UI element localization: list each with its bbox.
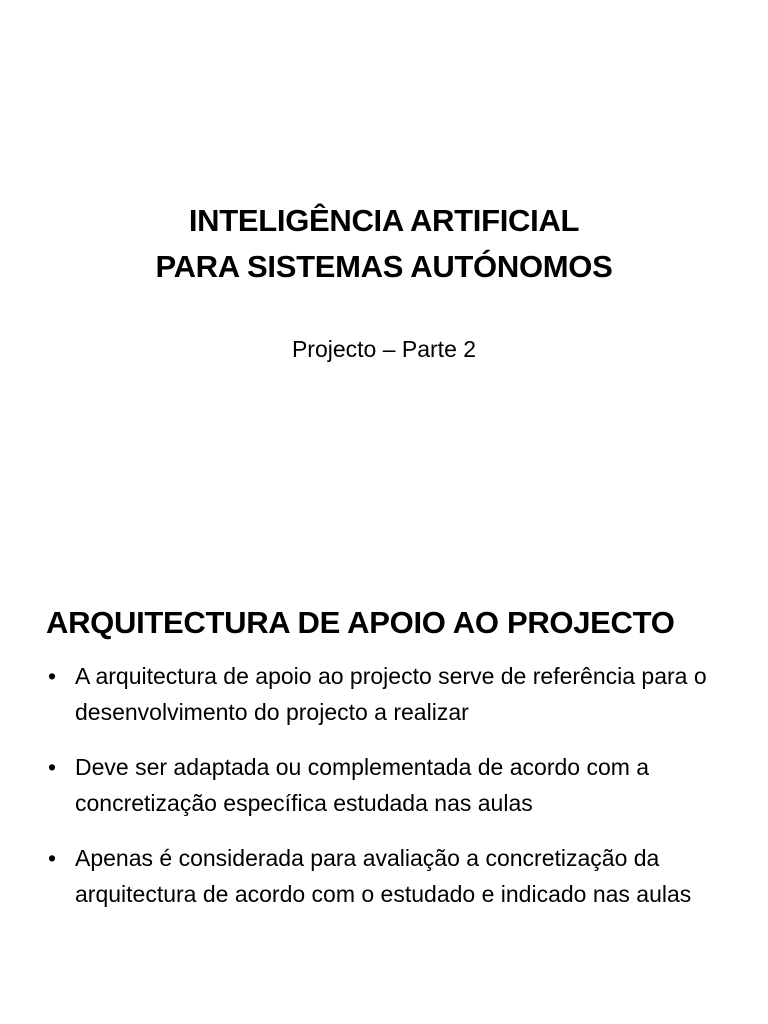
bullet-text: Deve ser adaptada ou complementada de acordo com a concretização específica estudada nas aulas: [75, 754, 650, 816]
bullet-icon: •: [48, 754, 57, 780]
list-item: [46, 658, 736, 730]
bullet-icon: •: [48, 663, 57, 689]
main-title-line-2: PARA SISTEMAS AUTÓNOMOS: [155, 249, 613, 284]
list-item: [46, 749, 736, 821]
main-title: [0, 198, 768, 290]
bullet-list: [46, 658, 736, 931]
bullet-icon: •: [48, 845, 57, 871]
bullet-text: Apenas é considerada para avaliação a concretização da arquitectura de acordo com o estudado e indicado nas aulas: [75, 845, 692, 907]
list-item: [46, 840, 736, 912]
main-title-line-1: INTELIGÊNCIA ARTIFICIAL: [188, 203, 580, 238]
subtitle: Projecto – Parte 2: [291, 336, 477, 362]
bullet-text: A arquitectura de apoio ao projecto serve de referência para o desenvolvimento do projecto a realizar: [75, 663, 707, 725]
content-slide: [0, 512, 768, 1024]
section-title: ARQUITECTURA DE APOIO AO PROJECTO: [46, 605, 675, 640]
